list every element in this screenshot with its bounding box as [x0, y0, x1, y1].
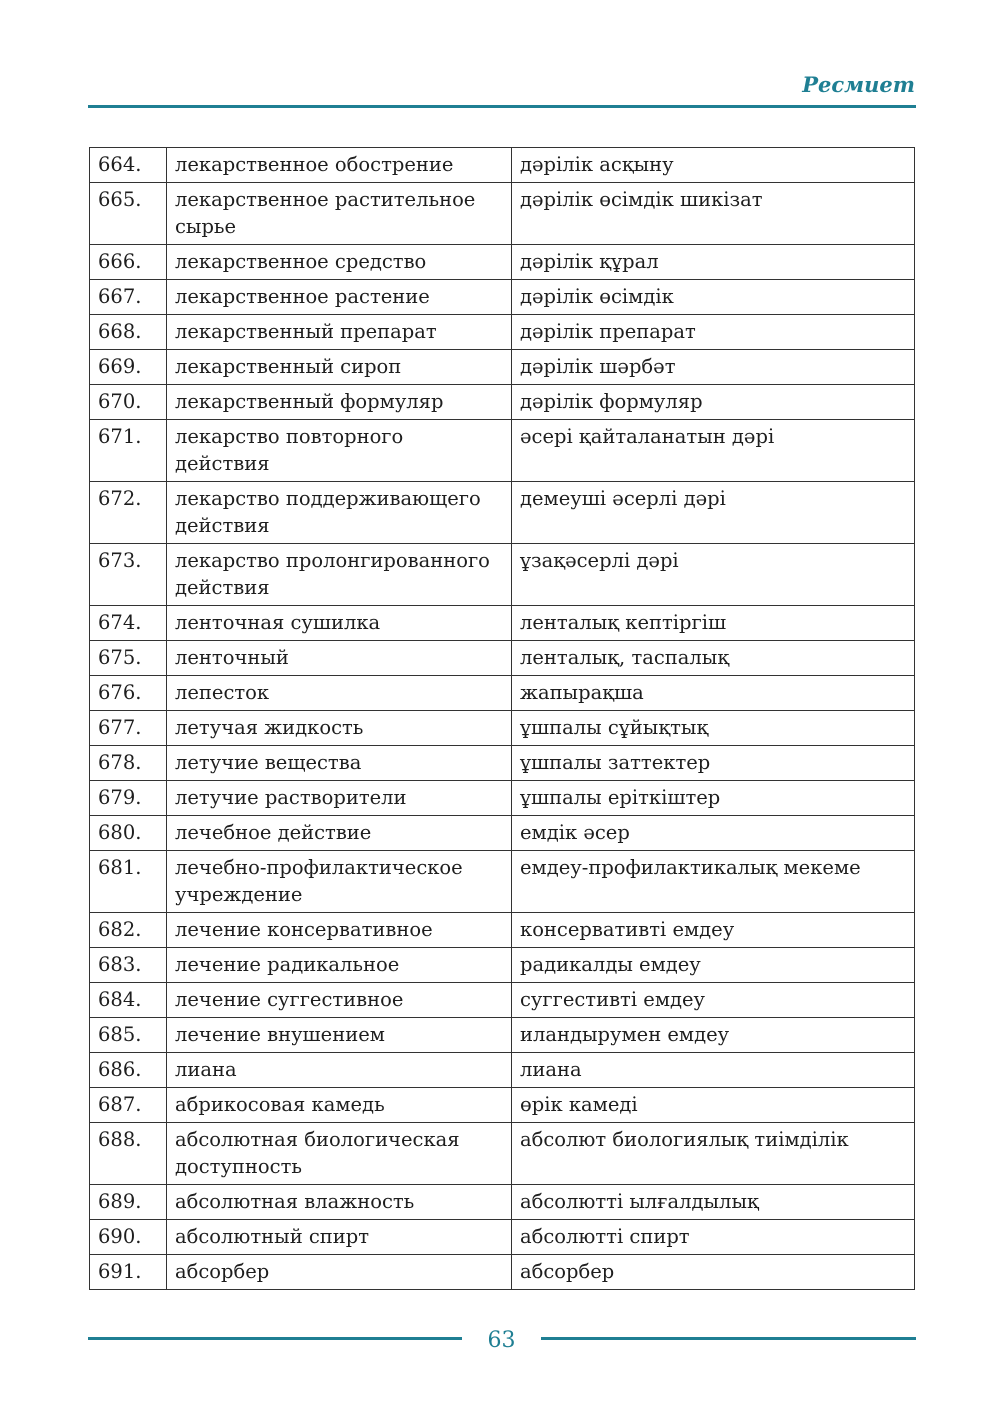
entry-number: 673. [90, 544, 167, 606]
page-number: 63 [487, 1328, 516, 1353]
kazakh-term: абсолют биологиялық тиімділік [512, 1123, 915, 1185]
kazakh-term: жапырақша [512, 676, 915, 711]
russian-term: лекарственное растительное сырье [167, 183, 512, 245]
table-row [90, 385, 915, 420]
kazakh-term: дәрілік шәрбәт [512, 350, 915, 385]
table-row [90, 948, 915, 983]
russian-term: лекарство пролонгированного действия [167, 544, 512, 606]
table-row [90, 1220, 915, 1255]
table-row [90, 280, 915, 315]
russian-term: лекарство поддерживающего действия [167, 482, 512, 544]
kazakh-term: емдеу-профилактикалық мекеме [512, 851, 915, 913]
entry-number: 682. [90, 913, 167, 948]
russian-term: ленточный [167, 641, 512, 676]
kazakh-term: ұшпалы сұйықтық [512, 711, 915, 746]
kazakh-term: абсолютті спирт [512, 1220, 915, 1255]
entry-number: 691. [90, 1255, 167, 1290]
glossary-table [89, 147, 915, 1290]
table-row [90, 1255, 915, 1290]
entry-number: 679. [90, 781, 167, 816]
russian-term: летучие растворители [167, 781, 512, 816]
glossary-table-body [90, 148, 915, 1290]
kazakh-term: өрік камеді [512, 1088, 915, 1123]
kazakh-term: дәрілік формуляр [512, 385, 915, 420]
russian-term: лечение суггестивное [167, 983, 512, 1018]
entry-number: 672. [90, 482, 167, 544]
entry-number: 669. [90, 350, 167, 385]
entry-number: 665. [90, 183, 167, 245]
kazakh-term: ұзақәсерлі дәрі [512, 544, 915, 606]
table-row [90, 544, 915, 606]
table-row [90, 1018, 915, 1053]
kazakh-term: әсері қайталанатын дәрі [512, 420, 915, 482]
footer-divider-right [541, 1337, 916, 1340]
kazakh-term: дәрілік өсімдік [512, 280, 915, 315]
entry-number: 677. [90, 711, 167, 746]
running-header: Ресмиет [802, 72, 915, 97]
kazakh-term: абсолютті ылғалдылық [512, 1185, 915, 1220]
russian-term: летучие вещества [167, 746, 512, 781]
table-row [90, 816, 915, 851]
table-row [90, 641, 915, 676]
kazakh-term: дәрілік өсімдік шикізат [512, 183, 915, 245]
kazakh-term: ленталық, таспалық [512, 641, 915, 676]
table-row [90, 350, 915, 385]
header-divider [88, 105, 916, 108]
table-row [90, 913, 915, 948]
kazakh-term: ленталық кептіргіш [512, 606, 915, 641]
russian-term: лечебно-профилактическое учреждение [167, 851, 512, 913]
table-row [90, 1185, 915, 1220]
russian-term: лепесток [167, 676, 512, 711]
kazakh-term: консервативті емдеу [512, 913, 915, 948]
entry-number: 675. [90, 641, 167, 676]
russian-term: лечебное действие [167, 816, 512, 851]
kazakh-term: абсорбер [512, 1255, 915, 1290]
entry-number: 667. [90, 280, 167, 315]
table-row [90, 983, 915, 1018]
russian-term: абсолютный спирт [167, 1220, 512, 1255]
kazakh-term: ұшпалы заттектер [512, 746, 915, 781]
russian-term: лекарственное обострение [167, 148, 512, 183]
russian-term: лекарственный формуляр [167, 385, 512, 420]
entry-number: 680. [90, 816, 167, 851]
russian-term: абсорбер [167, 1255, 512, 1290]
kazakh-term: емдік әсер [512, 816, 915, 851]
russian-term: лечение радикальное [167, 948, 512, 983]
russian-term: лекарственное средство [167, 245, 512, 280]
table-row [90, 1053, 915, 1088]
table-row [90, 482, 915, 544]
table-row [90, 1088, 915, 1123]
russian-term: лекарственный сироп [167, 350, 512, 385]
kazakh-term: демеуші әсерлі дәрі [512, 482, 915, 544]
entry-number: 671. [90, 420, 167, 482]
entry-number: 687. [90, 1088, 167, 1123]
kazakh-term: дәрілік асқыну [512, 148, 915, 183]
table-row [90, 676, 915, 711]
entry-number: 670. [90, 385, 167, 420]
entry-number: 674. [90, 606, 167, 641]
entry-number: 690. [90, 1220, 167, 1255]
entry-number: 689. [90, 1185, 167, 1220]
table-row [90, 1123, 915, 1185]
entry-number: 664. [90, 148, 167, 183]
table-row [90, 420, 915, 482]
table-row [90, 245, 915, 280]
footer-divider-left [88, 1337, 462, 1340]
kazakh-term: дәрілік препарат [512, 315, 915, 350]
russian-term: абсолютная влажность [167, 1185, 512, 1220]
entry-number: 686. [90, 1053, 167, 1088]
table-row [90, 746, 915, 781]
russian-term: лиана [167, 1053, 512, 1088]
entry-number: 688. [90, 1123, 167, 1185]
table-row [90, 183, 915, 245]
table-row [90, 148, 915, 183]
entry-number: 684. [90, 983, 167, 1018]
kazakh-term: радикалды емдеу [512, 948, 915, 983]
kazakh-term: суггестивті емдеу [512, 983, 915, 1018]
entry-number: 668. [90, 315, 167, 350]
entry-number: 678. [90, 746, 167, 781]
table-row [90, 711, 915, 746]
entry-number: 676. [90, 676, 167, 711]
kazakh-term: иландырумен емдеу [512, 1018, 915, 1053]
entry-number: 685. [90, 1018, 167, 1053]
russian-term: лечение консервативное [167, 913, 512, 948]
table-row [90, 851, 915, 913]
kazakh-term: лиана [512, 1053, 915, 1088]
russian-term: лекарственное растение [167, 280, 512, 315]
entry-number: 666. [90, 245, 167, 280]
russian-term: лечение внушением [167, 1018, 512, 1053]
entry-number: 681. [90, 851, 167, 913]
russian-term: лекарство повторного действия [167, 420, 512, 482]
table-row [90, 781, 915, 816]
entry-number: 683. [90, 948, 167, 983]
table-row [90, 606, 915, 641]
russian-term: ленточная сушилка [167, 606, 512, 641]
table-row [90, 315, 915, 350]
russian-term: лекарственный препарат [167, 315, 512, 350]
kazakh-term: дәрілік құрал [512, 245, 915, 280]
russian-term: абсолютная биологическая доступность [167, 1123, 512, 1185]
russian-term: абрикосовая камедь [167, 1088, 512, 1123]
kazakh-term: ұшпалы еріткіштер [512, 781, 915, 816]
russian-term: летучая жидкость [167, 711, 512, 746]
